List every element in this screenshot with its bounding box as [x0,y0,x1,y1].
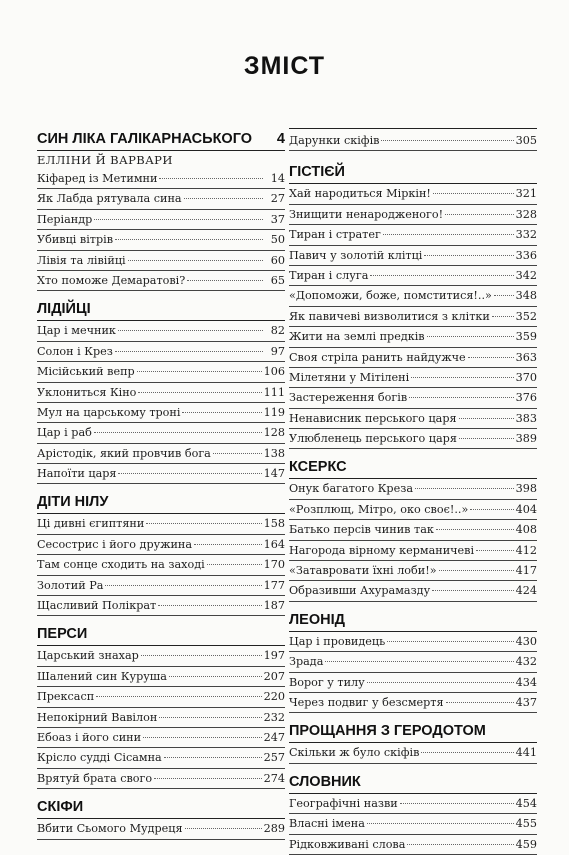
entry-page: 37 [270,212,285,226]
toc-entry[interactable] [289,327,537,347]
entry-page: 257 [263,751,285,765]
entry-title: Рідковживані слова [289,837,406,851]
entry-list [289,794,537,855]
entry-page: 65 [270,273,285,287]
leader-dots [445,214,514,215]
leader-dots [381,140,513,141]
section-heading [37,128,285,151]
leader-dots [492,316,514,317]
entry-title: Ебоаз і його сини [37,730,142,744]
leader-dots [459,418,514,419]
entry-list [37,819,285,839]
section-title: ПЕРСИ [37,626,88,643]
entry-page: 14 [270,172,285,185]
entry-title: Щасливий Полікрат [37,599,157,613]
leader-dots [370,275,513,276]
entry-title: Періандр [37,212,93,226]
entry-page: 437 [515,695,537,709]
leader-dots [159,717,261,718]
entry-title: Тиран і слуга [289,268,369,282]
entry-page: 336 [515,248,537,262]
entry-page: 305 [515,134,537,147]
entry-title: Як Лабда рятувала сина [37,192,182,206]
entry-title: Мул на царському троні [37,405,181,419]
toc-entry[interactable] [289,814,537,834]
leader-dots [459,438,514,439]
entry-title: Арістодік, який провчив бога [37,446,211,460]
entry-title: Ворог у тилу [289,675,365,689]
entry-title: Напоїти царя [37,467,117,481]
leader-dots [158,605,261,606]
section-heading [289,161,537,184]
entry-title: Скільки ж було скіфів [289,746,420,760]
leader-dots [96,696,261,697]
entry-page: 147 [263,467,285,481]
entry-page: 408 [515,523,537,537]
toc-entry[interactable] [37,708,285,728]
leader-dots [115,351,263,352]
leader-dots [184,198,263,199]
entry-title: Застереження богів [289,391,408,405]
section-heading [37,623,285,646]
entry-title: «Розплющ, Мітро, око своє!..» [289,502,469,516]
entry-title: Цар і провидець [289,634,386,648]
toc-entry[interactable] [289,409,537,429]
toc-entry[interactable] [37,251,285,271]
entry-page: 128 [263,426,285,440]
toc-entry[interactable] [37,819,285,839]
toc-entry[interactable] [289,368,537,388]
leader-dots [137,371,262,372]
entry-title: Лівія та лівійці [37,253,126,267]
toc-entry[interactable] [289,581,537,601]
leader-dots [118,473,261,474]
entry-title: Нагорода вірному керманичеві [289,543,475,557]
entry-list [37,321,285,484]
leader-dots [325,661,513,662]
entry-page: 220 [263,690,285,704]
toc-entry[interactable] [37,646,285,666]
toc-entry[interactable] [37,210,285,230]
toc-entry[interactable] [37,596,285,616]
leader-dots [213,453,262,454]
section-title: СЛОВНИК [289,773,361,790]
entry-page: 60 [270,253,285,267]
leader-dots [187,280,263,281]
entry-page: 111 [263,385,285,399]
entry-page: 119 [263,405,285,419]
entry-title: Врятуй брата свого [37,771,153,785]
toc-entry[interactable] [289,266,537,286]
section-title: СКІФИ [37,799,84,816]
leader-dots [494,295,514,296]
entry-title: Убивці вітрів [37,233,114,247]
toc-entry[interactable] [37,383,285,403]
entry-page: 97 [270,344,285,358]
entry-page: 455 [515,817,537,831]
leader-dots [94,432,262,433]
toc-entry[interactable] [37,423,285,443]
entry-page: 50 [270,233,285,247]
entry-title: Ненависник перського царя [289,411,457,425]
section-heading [37,491,285,514]
entry-list [289,128,537,151]
leader-dots [143,737,262,738]
entry-title: Місійський вепр [37,365,135,379]
toc-entry[interactable] [289,673,537,693]
toc-entry[interactable] [289,632,537,652]
toc-entry[interactable] [289,835,537,855]
entry-page: 359 [515,330,537,344]
leader-dots [476,550,514,551]
entry-title: Цар і раб [37,426,92,440]
section-title: СИН ЛІКА ГАЛІКАРНАСЬКОГО [37,131,253,147]
toc-entry[interactable] [37,342,285,362]
toc-entry[interactable] [37,576,285,596]
entry-page: 352 [515,309,537,323]
entry-page: 342 [515,268,537,282]
entry-title: Сесострис і його дружина [37,537,193,551]
toc-entry[interactable] [37,535,285,555]
toc-entry[interactable] [289,286,537,306]
toc-entry[interactable] [289,500,537,520]
leader-dots [185,828,262,829]
entry-title: Тиран і стратег [289,228,381,242]
leader-dots [146,523,261,524]
leader-dots [421,752,513,753]
leader-dots [169,676,262,677]
section-title: ГІСТІЄЙ [289,164,345,181]
entry-title: Вбити Сьомого Мудреця [37,822,183,836]
toc-entry[interactable] [289,479,537,499]
entry-page: 424 [515,584,537,598]
leader-dots [433,193,514,194]
section-heading [289,609,537,632]
entry-page: 363 [515,350,537,364]
entry-page: 321 [515,187,537,201]
section-page: 4 [276,131,285,147]
leader-dots [182,412,261,413]
leader-dots [468,357,514,358]
entry-list [37,646,285,789]
entry-page: 383 [515,411,537,425]
entry-page: 370 [515,370,537,384]
entry-page: 197 [263,649,285,663]
leader-dots [159,178,263,179]
entry-page: 430 [515,634,537,648]
entry-page: 207 [263,669,285,683]
entry-title: Непокірний Вавілон [37,710,158,724]
entry-title: Шалений син Куруша [37,669,167,683]
entry-title: Золотий Ра [37,578,104,592]
entry-list [37,514,285,616]
entry-page: 187 [263,599,285,613]
entry-page: 376 [515,391,537,405]
entry-title: Там сонце сходить на заході [37,558,205,572]
entry-list [37,169,285,291]
toc-entry[interactable] [289,541,537,561]
leader-dots [411,377,513,378]
entry-title: Хай народиться Міркін! [289,187,431,201]
toc-entry[interactable] [37,667,285,687]
entry-page: 441 [515,746,537,760]
entry-title: Хто поможе Демаратові? [37,273,186,287]
toc-column-left [37,128,285,840]
entry-page: 412 [515,543,537,557]
leader-dots [400,803,514,804]
leader-dots [164,757,262,758]
leader-dots [115,239,263,240]
toc-entry[interactable] [37,769,285,789]
toc-entry[interactable] [37,748,285,768]
leader-dots [470,509,513,510]
section-title: ДІТИ НІЛУ [37,494,109,511]
leader-dots [387,641,513,642]
subsection-heading: ЕЛЛІНИ Й ВАРВАРИ [37,153,173,167]
entry-title: «Затавровати їхні лоби!» [289,564,437,578]
entry-page: 348 [515,289,537,303]
toc-entry[interactable] [289,205,537,225]
entry-page: 389 [515,432,537,446]
leader-dots [415,488,514,489]
entry-page: 106 [263,365,285,379]
leader-dots [446,702,514,703]
leader-dots [439,570,514,571]
section-heading [289,771,537,794]
section-title: КСЕРКС [289,459,347,476]
toc-entry[interactable] [289,652,537,672]
section-heading [289,720,537,743]
leader-dots [141,655,262,656]
toc-entry[interactable] [37,464,285,484]
leader-dots [409,397,513,398]
toc-entry[interactable] [289,225,537,245]
toc-entry[interactable] [37,687,285,707]
section-title: ЛЕОНІД [289,611,345,628]
entry-title: Ці дивні єгиптяни [37,517,145,531]
leader-dots [427,336,514,337]
entry-title: Павич у золотій клітці [289,248,423,262]
entry-page: 398 [515,482,537,496]
entry-title: Власні імена [289,817,365,831]
toc-entry[interactable] [289,743,537,763]
toc-entry[interactable] [289,184,537,204]
toc-entry[interactable] [289,348,537,368]
leader-dots [432,590,513,591]
entry-title: Своя стріла ранить найдужче [289,350,466,364]
page-title: ЗМІСТ [243,52,326,80]
leader-dots [207,564,262,565]
entry-page: 328 [515,207,537,221]
toc-entry[interactable] [289,794,537,814]
entry-title: Знищити ненародженого! [289,207,444,221]
toc-entry[interactable] [37,271,285,291]
entry-page: 164 [263,537,285,551]
entry-page: 289 [263,822,285,836]
entry-title: Онук багатого Креза [289,482,413,496]
entry-page: 247 [263,730,285,744]
toc-entry[interactable] [37,403,285,423]
entry-title: Прексасп [37,690,95,704]
toc-entry[interactable] [289,561,537,581]
entry-title: Батько персів чинив так [289,523,434,537]
entry-title: Кіфаред із Метимни [37,172,158,185]
toc-entry[interactable] [37,444,285,464]
entry-page: 170 [263,558,285,572]
entry-page: 454 [515,796,537,810]
entry-page: 138 [263,446,285,460]
entry-page: 232 [263,710,285,724]
entry-page: 432 [515,655,537,669]
leader-dots [128,260,263,261]
entry-page: 177 [263,578,285,592]
leader-dots [407,844,513,845]
toc-entry[interactable] [37,362,285,382]
entry-list [289,184,537,449]
leader-dots [436,529,514,530]
entry-page: 332 [515,228,537,242]
entry-title: Мілетяни у Мітілені [289,370,410,384]
toc-entry[interactable] [289,131,537,151]
section-heading [289,456,537,479]
section-title: ЛІДІЙЦІ [37,301,91,318]
section-title: ПРОЩАННЯ З ГЕРОДОТОМ [289,723,486,740]
entry-title: Солон і Крез [37,344,113,358]
entry-page: 404 [515,502,537,516]
entry-title: Крісло судді Сісамна [37,751,162,765]
toc-entry[interactable] [37,321,285,341]
entry-title: Образивши Ахурамазду [289,584,431,598]
toc-entry[interactable] [37,728,285,748]
entry-title: Жити на землі предків [289,330,425,344]
entry-title: Уклониться Кіно [37,385,137,399]
toc-entry[interactable] [289,429,537,449]
leader-dots [118,330,263,331]
entry-title: Через подвиг у безсмертя [289,695,444,709]
toc-entry[interactable] [37,169,285,189]
toc-column-right [289,128,537,855]
toc-entry[interactable] [289,307,537,327]
entry-title: Царський знахар [37,649,139,663]
leader-dots [105,585,261,586]
toc-entry[interactable] [37,189,285,209]
entry-page: 82 [270,324,285,338]
leader-dots [154,778,262,779]
leader-dots [367,682,514,683]
entry-page: 417 [515,564,537,578]
entry-title: Улюбленець перського царя [289,432,457,446]
entry-page: 459 [515,837,537,851]
entry-page: 274 [263,771,285,785]
entry-title: Як павичеві визволитися з клітки [289,309,490,323]
entry-page: 158 [263,517,285,531]
toc-entry[interactable] [37,230,285,250]
leader-dots [383,234,514,235]
toc-entry[interactable] [289,693,537,713]
entry-title: Географічні назви [289,796,398,810]
leader-dots [94,219,263,220]
entry-title: Зрада [289,655,324,669]
entry-title: «Допоможи, боже, помститися!..» [289,289,492,303]
leader-dots [367,823,514,824]
entry-title: Дарунки скіфів [289,134,380,147]
toc-entry[interactable] [289,520,537,540]
entry-page: 434 [515,675,537,689]
toc-entry[interactable] [37,555,285,575]
entry-page: 27 [270,192,285,206]
entry-list [289,632,537,714]
toc-entry[interactable] [289,388,537,408]
toc-entry[interactable] [37,514,285,534]
entry-title: Цар і мечник [37,324,116,338]
section-heading [37,298,285,321]
entry-list [289,479,537,601]
leader-dots [194,544,262,545]
leader-dots [424,255,513,256]
entry-list [289,743,537,763]
toc-entry[interactable] [289,246,537,266]
leader-dots [138,392,261,393]
